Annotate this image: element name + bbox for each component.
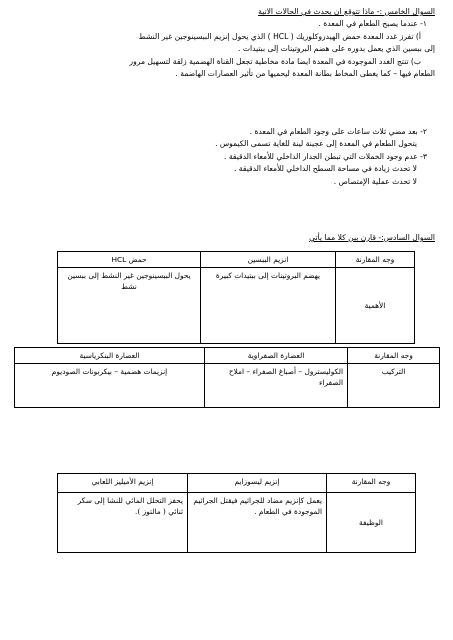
table-header-cell: العصارة البنكرياسية (15, 348, 205, 364)
table-row (58, 268, 415, 344)
comparison-table-2 (14, 347, 440, 408)
question-5 (14, 6, 435, 80)
q5-line-4: ب) تنتج الغدد الموجودة في المعدة ايضا مادة مخاطية تجعل القناة الهضمية زلقة لتسهيل مرور (129, 56, 421, 66)
comparison-table-1 (57, 251, 415, 344)
table-cell: إنزيمات هضمية – بيكربونات الصوديوم (15, 364, 205, 408)
q5-line-7: يتحول الطعام في المعدة إلى عجينة لينة للغاية تسمى الكيموس . (215, 139, 417, 149)
table-header-cell: انزيم الببسين (201, 252, 336, 268)
q5-line-5: الطعام فيها – كما يغطى المخاط بطانة المعدة ليحميها من تأثير العصارات الهاضمة . (175, 69, 435, 79)
table-header-cell: حمض HCL (58, 252, 201, 268)
question-5-part-2 (14, 126, 435, 188)
row-label: الأهمية (336, 268, 415, 344)
table-header-cell: وجه المقارنة (348, 348, 440, 364)
q5-line-9: لا تحدث زيادة في مساحة السطح الداخلي للأمعاء الدقيقة . (233, 164, 417, 174)
question-6 (14, 232, 435, 244)
table-row (58, 493, 416, 553)
row-label: التركيب (348, 364, 440, 408)
table-header-cell: وجه المقارنة (327, 474, 416, 493)
table-header-row (58, 252, 415, 268)
table-cell: يهضم البروتينات إلى ببتيدات كبيرة (201, 268, 336, 344)
table-header-cell: وجه المقارنة (336, 252, 415, 268)
table-header-cell: العصارة الصفراوية (205, 348, 348, 364)
table-header-row (15, 348, 440, 364)
question-6-heading: السوال السادس:- قارن بين كلا مما يأتي (309, 233, 435, 242)
q5-line-3: إلى ببسين الذي يعمل بدوره على هضم البروتينات إلى ببتيدات . (238, 44, 435, 54)
table-cell: الكوليسترول – أصباغ الصفراء – املاح الصفراء (205, 364, 348, 408)
q5-line-6: ٢- بعد مضي ثلاث ساعات على وجود الطعام في المعدة . (249, 127, 427, 136)
question-5-heading: السوال الخامس :- ماذا تتوقع ان يحدث في الحالات الاتية (258, 7, 435, 16)
q5-line-1: ١- عندما يصبح الطعام في المعدة . (318, 19, 427, 29)
q5-line-2: أ) تفرز غدد المعدة حمض الهيدروكلوريك ( HCL ) الذي يحول إنزيم الببسينوجين غير النشط (138, 31, 421, 41)
table-cell: يحول الببسينوجين غير النشط إلى ببسين نشط (58, 268, 201, 344)
table-row (15, 364, 440, 408)
row-label: الوظيفة (327, 493, 416, 553)
comparison-table-3 (57, 473, 416, 553)
table-header-row (58, 474, 416, 493)
q5-line-8: ٣- عدم وجود الخملات التي تبطن الجدار الداخلي للأمعاء الدقيقة . (224, 151, 427, 161)
q5-line-10: لا تحدث عملية الإمتصاص . (333, 176, 417, 186)
table-cell: يحفز التحلل المائي للنشا إلى سكر ثنائي ( مالتوز ). (58, 493, 188, 553)
table-cell: يعمل كإنزيم مضاد للجراثيم فيقتل الجراثيم الموجودة في الطعام . (188, 493, 327, 553)
table-header-cell: إنزيم الأميليز اللعابي (58, 474, 188, 493)
table-header-cell: إنزيم ليسوزايم (188, 474, 327, 493)
